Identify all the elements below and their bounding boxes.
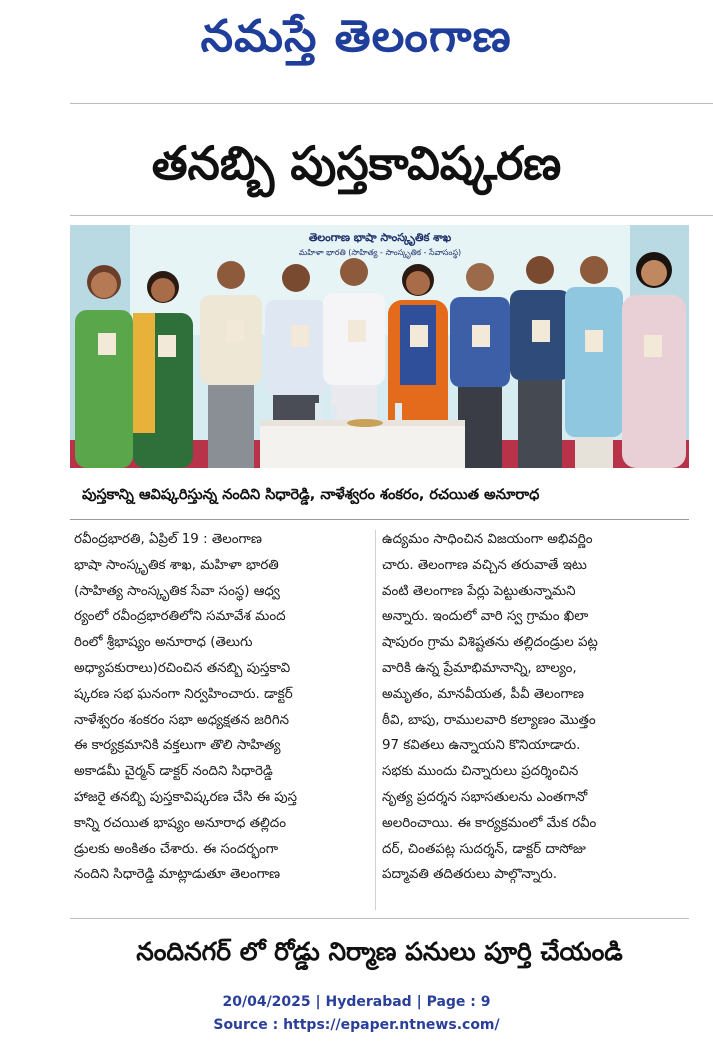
body-line: నందిని సిధారెడ్డి మాట్లాడుతూ తెలంగాణ — [74, 867, 281, 883]
article-body-right — [382, 527, 682, 888]
body-line: చారు. తెలంగాణ వచ్చిన తరువాతే ఇటు — [382, 557, 587, 573]
body-line: వంటి తెలంగాణ పేర్లు పెట్టుతున్నామని — [382, 583, 576, 599]
body-line: ష్కరణ సభ ఘనంగా నిర్వహించారు. డాక్టర్ — [74, 686, 293, 702]
body-line: వారికి ఉన్న ప్రేమాభిమానాన్ని, బాల్యం, — [382, 660, 577, 676]
event-photo — [70, 225, 689, 468]
body-line: సభకు ముందు చిన్నారులు ప్రదర్శించిన — [382, 764, 579, 780]
body-line: పద్మావతి తదితరులు పాల్గొన్నారు. — [382, 867, 558, 883]
body-line: షాపురం గ్రామ విశిష్టతను తల్లిదండ్రుల పట్ల — [382, 635, 598, 651]
body-line: నృత్య ప్రదర్శన సభాసతులను ఎంతగానో — [382, 789, 588, 805]
photo-caption: పుస్తకాన్ని ఆవిష్కరిస్తున్న నందిని సిధారెడ్డి, నాళేశ్వరం శంకరం, రచయిత అనూరాధ — [82, 487, 540, 503]
body-line: ఈ కార్యక్రమానికి వక్తలుగా తొలి సాహిత్య — [74, 738, 281, 754]
body-line: అధ్యాపకురాలు)రచించిన తనబ్బి పుస్తకావి — [74, 660, 291, 676]
banner-line1: తెలంగాణ భాషా సాంస్కృతిక శాఖ — [308, 231, 452, 244]
body-line: రవీంద్రభారతి, ఏప్రిల్ 19 : తెలంగాణ — [74, 532, 262, 547]
body-line: డ్రులకు అంకితం చేశారు. ఈ సందర్భంగా — [74, 841, 279, 857]
subhead-rule — [70, 918, 689, 919]
body-line: ఠీవి, బాపు, రాములవారి కల్యాణం మొత్తం — [382, 712, 596, 728]
body-line: కాన్ని రచయిత భాష్యం అనూరాధ తల్లిదం — [74, 815, 287, 831]
body-line: అకాడమీ చైర్మన్ డాక్టర్ నందిని సిధారెడ్డి — [74, 764, 273, 780]
headline-rule — [70, 215, 713, 216]
caption-rule — [70, 519, 689, 520]
column-divider — [375, 530, 376, 910]
article-headline: తనబ్బి పుస్తకావిష్కరణ — [151, 136, 562, 190]
footer-dateline: 20/04/2025 | Hyderabad | Page : 9 — [222, 994, 491, 1010]
body-line: (సాహిత్య సాంస్కృతిక సేవా సంస్థ) ఆధ్వ — [74, 583, 280, 599]
body-line: నాళేశ్వరం శంకరం సభా అధ్యక్షతన జరిగిన — [74, 712, 290, 728]
body-line: భాషా సాంస్కృతిక శాఖ, మహిళా భారతి — [74, 557, 279, 573]
body-line: రింలో శ్రీభాష్యం అనూరాధ (తెలుగు — [74, 635, 253, 651]
top-rule — [70, 103, 713, 104]
body-line: అమృతం, మానవీయత, పీవీ తెలంగాణ — [382, 686, 584, 702]
masthead — [0, 2, 713, 72]
body-line: అన్నారు. ఇందులో వారి స్వ గ్రామం ఖిలా — [382, 609, 589, 625]
body-line: అలరించాయి. ఈ కార్యక్రమంలో మేక రవీం — [382, 815, 597, 831]
body-line: ఉద్యమం సాధించిన విజయంగా అభివర్ణిం — [382, 532, 593, 547]
footer-source: Source : https://epaper.ntnews.com/ — [213, 1017, 500, 1033]
body-line: 97 కవితలు ఉన్నాయని కొనియాడారు. — [382, 738, 581, 754]
event-photo-illustration — [70, 225, 689, 468]
body-line: దర్, చింతపట్ల సుదర్శన్, డాక్టర్ దాసోజు — [382, 841, 586, 857]
article-body-left — [74, 527, 368, 888]
body-line: ర్యంలో రవీంద్రభారతిలోని సమావేశ మంద — [74, 609, 286, 625]
banner-line2: మహిళా భారతి (సాహిత్య - సాంస్కృతిక - సేవాసంస్థ) — [298, 248, 462, 257]
next-article-headline: నందినగర్ లో రోడ్డు నిర్మాణ పనులు పూర్తి చేయండి — [136, 937, 623, 966]
body-line: హాజరై తనబ్బి పుస్తకావిష్కరణ చేసి ఈ పుస్త — [74, 789, 298, 805]
masthead-logo: నమస్తే తెలంగాణ — [200, 11, 513, 62]
